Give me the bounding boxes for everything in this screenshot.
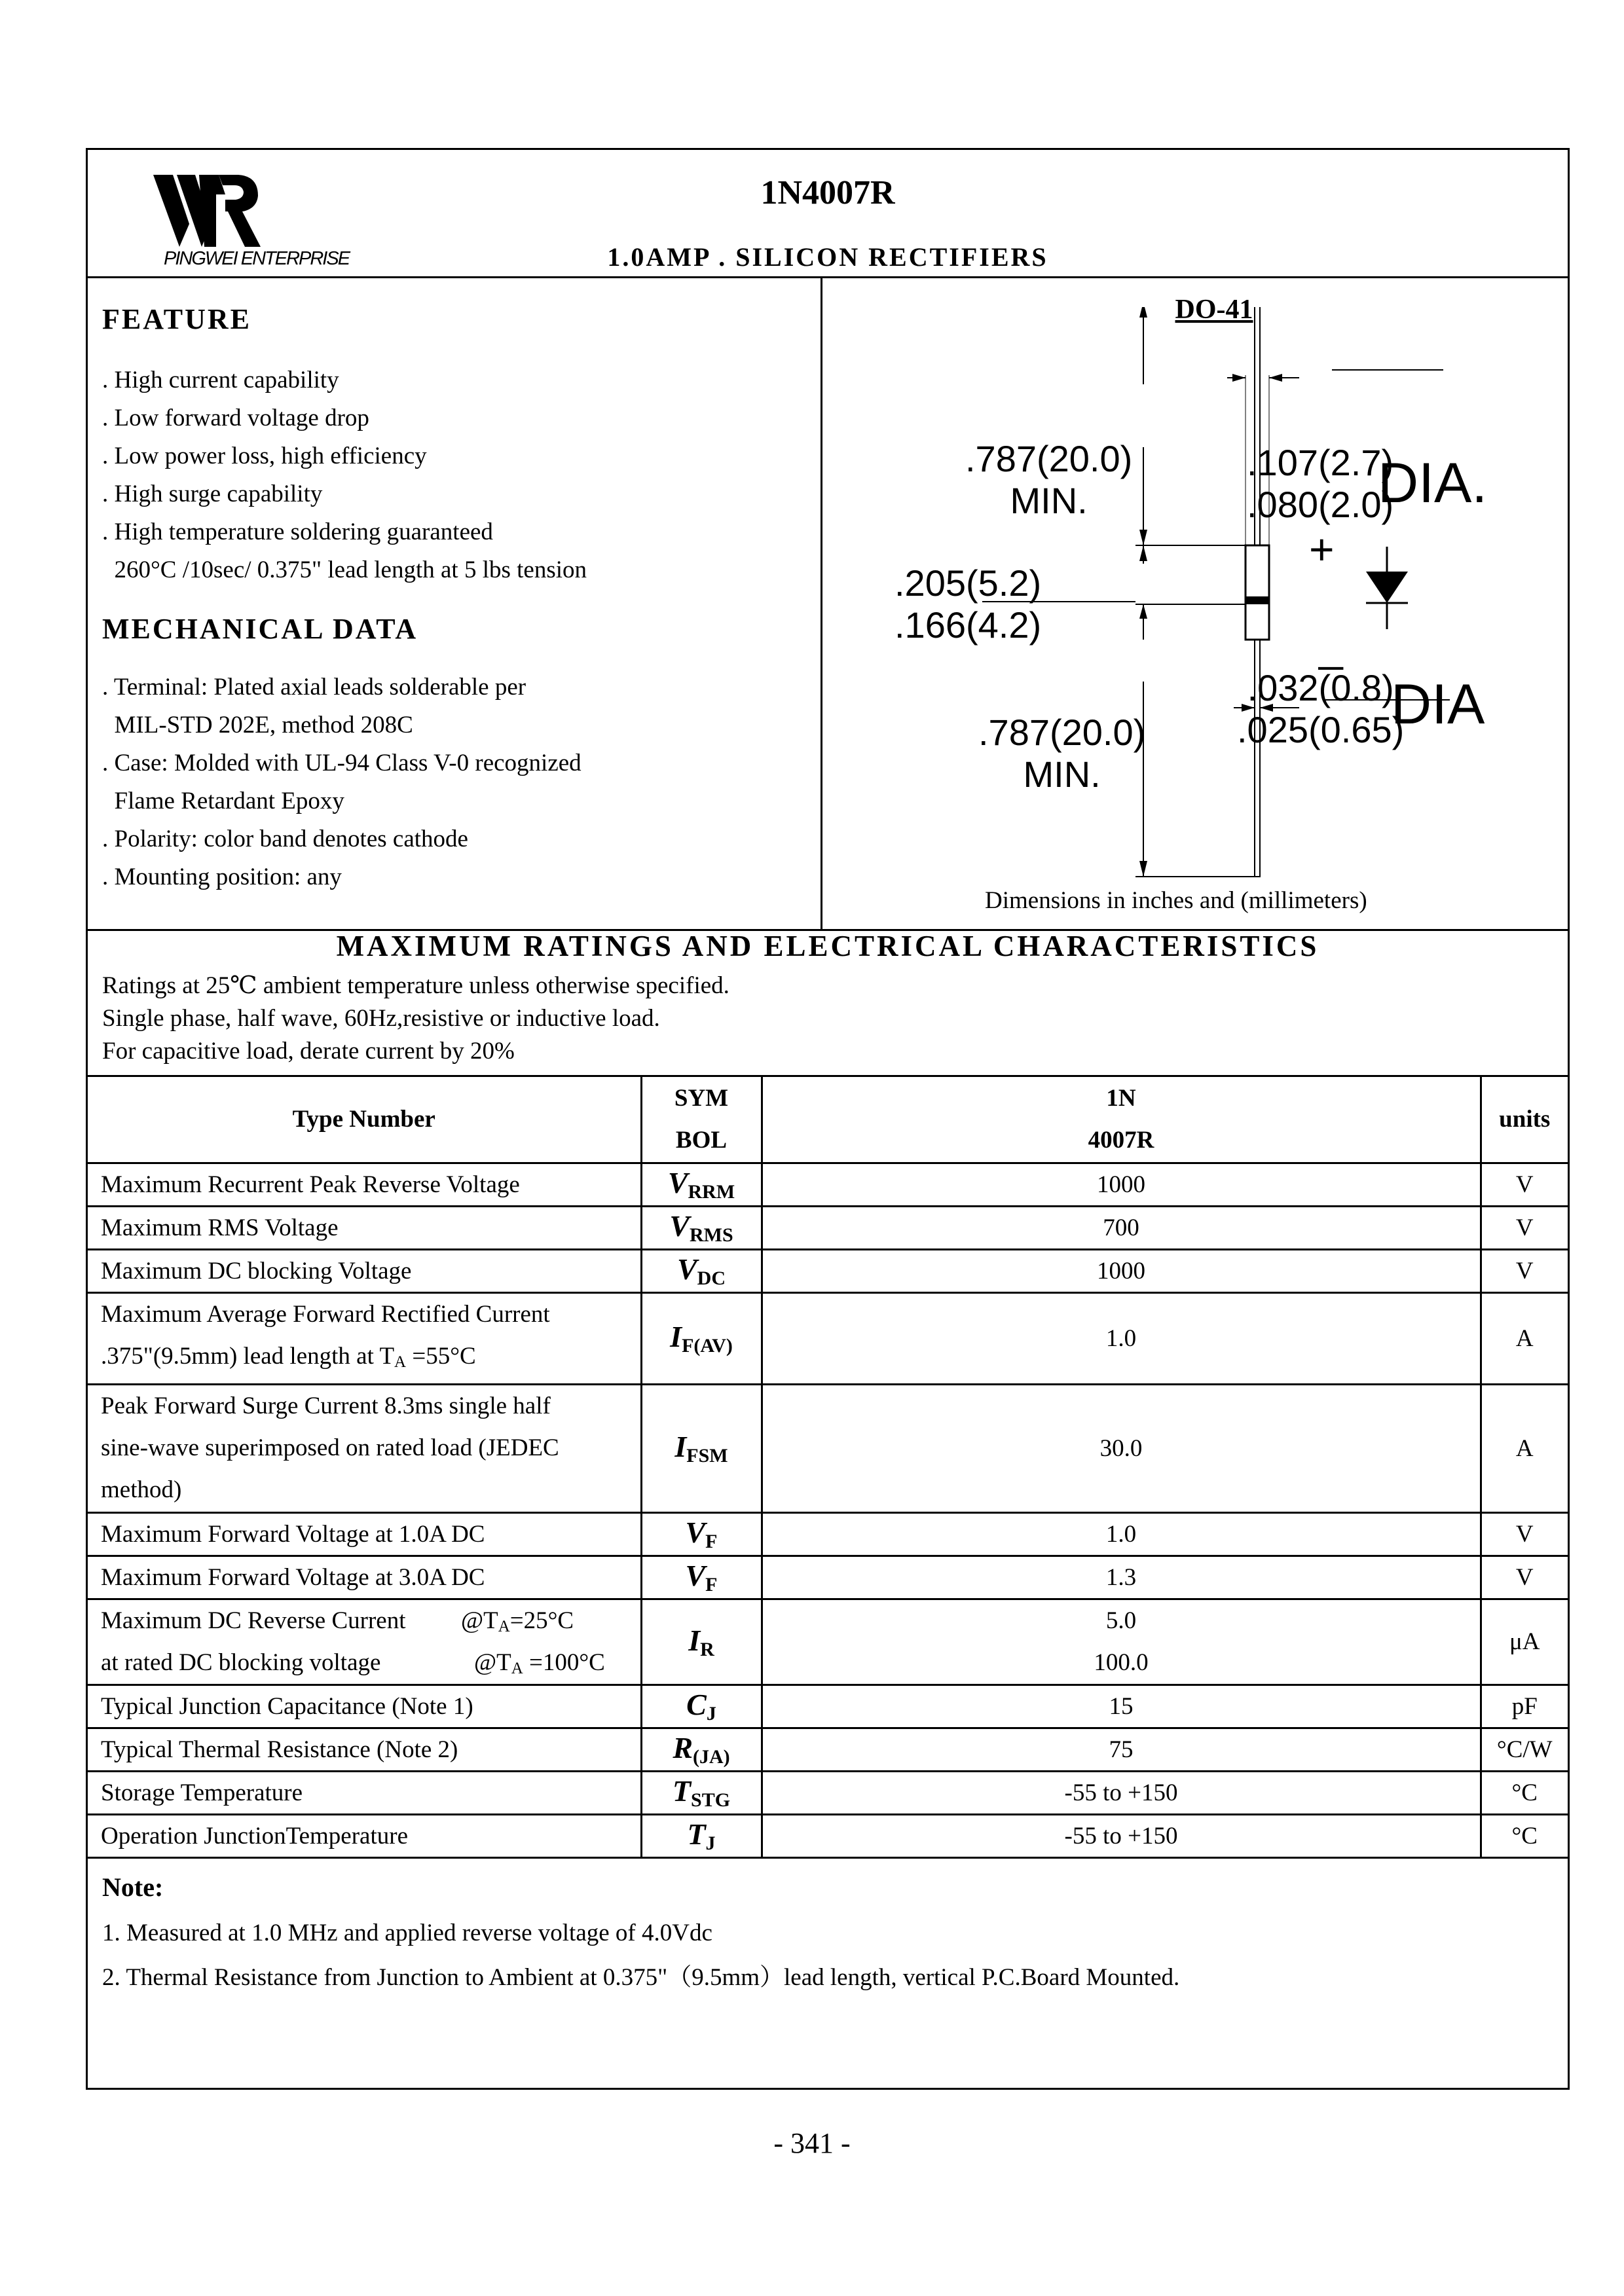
ratings-note: For capacitive load, derate current by 20% xyxy=(102,1038,515,1065)
value-cell: 15 xyxy=(762,1685,1481,1728)
symbol-subscript: F xyxy=(705,1574,718,1595)
list-item: Flame Retardant Epoxy xyxy=(102,788,344,814)
ratings-note: Single phase, half wave, 60Hz,resistive or inductive load. xyxy=(102,1005,660,1032)
dim-max: .205(5.2) xyxy=(895,562,1042,604)
param-line xyxy=(101,1600,627,1642)
anode-plus-sign: + xyxy=(1309,525,1335,574)
value-line: 5.0 xyxy=(1105,1607,1137,1634)
mechanical-data-title: MECHANICAL DATA xyxy=(102,613,418,645)
list-item: . Case: Molded with UL-94 Class V-0 recognized xyxy=(102,750,581,776)
dim-lead-length-top xyxy=(965,438,1132,522)
param-cell xyxy=(88,1599,641,1685)
part-number: 1N4007R xyxy=(760,174,895,211)
symbol-subscript: (JA) xyxy=(693,1746,730,1768)
unit-cell: μA xyxy=(1481,1599,1568,1685)
ratings-table xyxy=(88,1077,1568,1859)
param-cell: Typical Thermal Resistance (Note 2) xyxy=(88,1728,641,1771)
symbol-cell xyxy=(641,1599,762,1685)
unit-cell: V xyxy=(1481,1512,1568,1556)
param-line: Maximum Average Forward Rectified Current xyxy=(101,1300,550,1328)
symbol-cell xyxy=(641,1384,762,1512)
symbol-cell xyxy=(641,1249,762,1292)
symbol-cell xyxy=(641,1292,762,1384)
notes-list xyxy=(102,1911,1179,2000)
symbol-subscript: STG xyxy=(691,1789,731,1811)
datasheet-frame xyxy=(86,148,1570,2090)
symbol-cell xyxy=(641,1206,762,1249)
dimensions-note: Dimensions in inches and (millimeters) xyxy=(985,887,1367,914)
table-row xyxy=(88,1384,1568,1512)
symbol: V xyxy=(667,1166,688,1199)
package-name: DO-41 xyxy=(1175,295,1253,325)
param-cell xyxy=(88,1292,641,1384)
param-text: Maximum DC Reverse Current xyxy=(101,1607,406,1634)
condition-text: @T xyxy=(461,1607,498,1634)
ratings-note: Ratings at 25℃ ambient temperature unless otherwise specified. xyxy=(102,972,729,999)
symbol-subscript: F(AV) xyxy=(682,1335,733,1357)
param-cell: Maximum Forward Voltage at 3.0A DC xyxy=(88,1556,641,1599)
value-cell: -55 to +150 xyxy=(762,1771,1481,1814)
units-header: units xyxy=(1481,1077,1568,1163)
dim-min: .025(0.65) xyxy=(1237,709,1405,750)
mechanical-data-list xyxy=(102,668,581,896)
param-line: sine-wave superimposed on rated load (JEDEC xyxy=(101,1434,559,1461)
symbol-subscript: RMS xyxy=(690,1224,733,1246)
value-cell: 1000 xyxy=(762,1249,1481,1292)
dim-value: .787(20.0) xyxy=(965,438,1133,479)
condition xyxy=(461,1600,574,1648)
param-cell xyxy=(88,1384,641,1512)
unit-cell: V xyxy=(1481,1163,1568,1206)
table-row xyxy=(88,1512,1568,1556)
symbol-cell xyxy=(641,1556,762,1599)
symbol-cell xyxy=(641,1728,762,1771)
param-subscript: A xyxy=(394,1353,407,1371)
list-item: . Mounting position: any xyxy=(102,864,342,890)
table-row xyxy=(88,1249,1568,1292)
symbol-cell xyxy=(641,1685,762,1728)
symbol-cell xyxy=(641,1814,762,1857)
header-line: SYM xyxy=(674,1084,729,1112)
condition xyxy=(474,1642,605,1690)
divider xyxy=(88,276,1568,278)
symbol: I xyxy=(670,1320,682,1353)
table-row xyxy=(88,1292,1568,1384)
symbol: I xyxy=(688,1623,701,1657)
value-line: 100.0 xyxy=(1094,1649,1149,1676)
ratings-title: MAXIMUM RATINGS AND ELECTRICAL CHARACTERISTICS xyxy=(336,930,1320,962)
symbol-subscript: J xyxy=(705,1832,716,1854)
symbol-subscript: FSM xyxy=(686,1445,728,1467)
value-cell: 30.0 xyxy=(762,1384,1481,1512)
symbol: V xyxy=(669,1209,690,1243)
dim-body-diameter-label: DIA. xyxy=(1378,452,1488,515)
unit-cell: °C xyxy=(1481,1814,1568,1857)
param-cell: Maximum DC blocking Voltage xyxy=(88,1249,641,1292)
condition-text: =100°C xyxy=(523,1649,605,1676)
header-line: 1N xyxy=(1106,1084,1136,1112)
unit-cell: V xyxy=(1481,1206,1568,1249)
table-header-row xyxy=(88,1077,1568,1163)
symbol: V xyxy=(685,1516,706,1549)
dim-body-diameter xyxy=(1247,442,1393,526)
param-cell: Maximum Recurrent Peak Reverse Voltage xyxy=(88,1163,641,1206)
param-line: Peak Forward Surge Current 8.3ms single half xyxy=(101,1393,551,1419)
param-cell: Storage Temperature xyxy=(88,1771,641,1814)
table-row xyxy=(88,1685,1568,1728)
notes-title: Note: xyxy=(102,1872,164,1902)
condition-subscript: A xyxy=(498,1617,510,1635)
feature-title: FEATURE xyxy=(102,303,251,335)
part-header xyxy=(762,1077,1481,1163)
table-row xyxy=(88,1163,1568,1206)
symbol-cell xyxy=(641,1163,762,1206)
symbol: T xyxy=(687,1817,706,1851)
note-item: 1. Measured at 1.0 MHz and applied reverse voltage of 4.0Vdc xyxy=(102,1920,712,1946)
symbol-subscript: RRM xyxy=(688,1181,735,1203)
value-cell: -55 to +150 xyxy=(762,1814,1481,1857)
list-item: . Low forward voltage drop xyxy=(102,405,369,431)
symbol: C xyxy=(686,1688,707,1721)
table-row xyxy=(88,1771,1568,1814)
dim-min: MIN. xyxy=(1023,754,1101,795)
symbol-cell xyxy=(641,1512,762,1556)
condition-subscript: A xyxy=(511,1659,523,1677)
symbol: V xyxy=(676,1252,697,1286)
param-line xyxy=(101,1642,627,1684)
param-line xyxy=(101,1336,627,1383)
table-row xyxy=(88,1556,1568,1599)
list-item: . Low power loss, high efficiency xyxy=(102,443,427,469)
param-text: .375"(9.5mm) lead length at T xyxy=(101,1342,395,1370)
header-line: BOL xyxy=(675,1126,728,1154)
unit-cell: °C/W xyxy=(1481,1728,1568,1771)
unit-cell: V xyxy=(1481,1249,1568,1292)
note-item: 2. Thermal Resistance from Junction to Ambient at 0.375"（9.5mm）lead length, vertical P.C.Board Mounted. xyxy=(102,1964,1180,1991)
unit-cell: V xyxy=(1481,1556,1568,1599)
symbol: R xyxy=(673,1731,693,1764)
dim-lead-diameter xyxy=(1237,667,1404,751)
unit-cell: A xyxy=(1481,1384,1568,1512)
symbol-subscript: R xyxy=(700,1638,714,1660)
table-row xyxy=(88,1599,1568,1685)
list-item: . Polarity: color band denotes cathode xyxy=(102,826,468,852)
table-row xyxy=(88,1728,1568,1771)
dim-min: MIN. xyxy=(1010,480,1088,521)
list-item: . High temperature soldering guaranteed xyxy=(102,519,493,545)
list-item: . High surge capability xyxy=(102,481,323,507)
condition-text: =25°C xyxy=(509,1607,574,1634)
symbol-subscript: J xyxy=(706,1703,716,1724)
value-cell: 1.0 xyxy=(762,1512,1481,1556)
dim-value: .787(20.0) xyxy=(978,712,1146,753)
dim-max: .107(2.7) xyxy=(1247,442,1394,483)
value-cell: 700 xyxy=(762,1206,1481,1249)
condition-text: @T xyxy=(474,1649,511,1676)
dim-min: .166(4.2) xyxy=(895,604,1042,646)
unit-cell: °C xyxy=(1481,1771,1568,1814)
symbol: I xyxy=(674,1430,687,1463)
product-subtitle: 1.0AMP . SILICON RECTIFIERS xyxy=(607,242,1048,272)
list-item: . High current capability xyxy=(102,367,339,393)
page-number: - 341 - xyxy=(773,2127,851,2159)
header-line: 4007R xyxy=(1088,1126,1154,1154)
value-cell: 1.0 xyxy=(762,1292,1481,1384)
feature-list xyxy=(102,361,587,589)
symbol-subscript: DC xyxy=(697,1267,726,1289)
type-number-header: Type Number xyxy=(88,1077,641,1163)
symbol-subscript: F xyxy=(705,1531,718,1552)
value-cell: 1.3 xyxy=(762,1556,1481,1599)
param-text: =55°C xyxy=(406,1342,476,1370)
param-text: at rated DC blocking voltage xyxy=(101,1649,381,1676)
table-row xyxy=(88,1206,1568,1249)
value-cell: 1000 xyxy=(762,1163,1481,1206)
value-cell: 75 xyxy=(762,1728,1481,1771)
list-item: . Terminal: Plated axial leads solderable per xyxy=(102,674,526,701)
param-cell: Operation JunctionTemperature xyxy=(88,1814,641,1857)
param-cell: Maximum Forward Voltage at 1.0A DC xyxy=(88,1512,641,1556)
dim-body-length xyxy=(895,562,1041,646)
dim-max: .032(0.8) xyxy=(1247,667,1394,708)
list-item: 260°C /10sec/ 0.375" lead length at 5 lbs tension xyxy=(102,556,587,583)
ratings-conditions xyxy=(102,970,729,1068)
value-cell xyxy=(762,1599,1481,1685)
dim-lead-length-bottom xyxy=(978,712,1145,795)
company-name: PINGWEI ENTERPRISE xyxy=(164,248,350,269)
table-row xyxy=(88,1814,1568,1857)
symbol-cell xyxy=(641,1771,762,1814)
list-item: MIL-STD 202E, method 208C xyxy=(102,712,413,738)
cathode-minus-sign: _ xyxy=(1319,622,1343,670)
symbol-header xyxy=(641,1077,762,1163)
unit-cell: A xyxy=(1481,1292,1568,1384)
param-cell: Maximum RMS Voltage xyxy=(88,1206,641,1249)
unit-cell: pF xyxy=(1481,1685,1568,1728)
dim-min: .080(2.0) xyxy=(1247,484,1394,525)
param-line: method) xyxy=(101,1476,182,1503)
param-cell: Typical Junction Capacitance (Note 1) xyxy=(88,1685,641,1728)
dim-lead-diameter-label: DIA xyxy=(1391,673,1485,736)
symbol: T xyxy=(672,1774,692,1808)
symbol: V xyxy=(685,1559,706,1592)
